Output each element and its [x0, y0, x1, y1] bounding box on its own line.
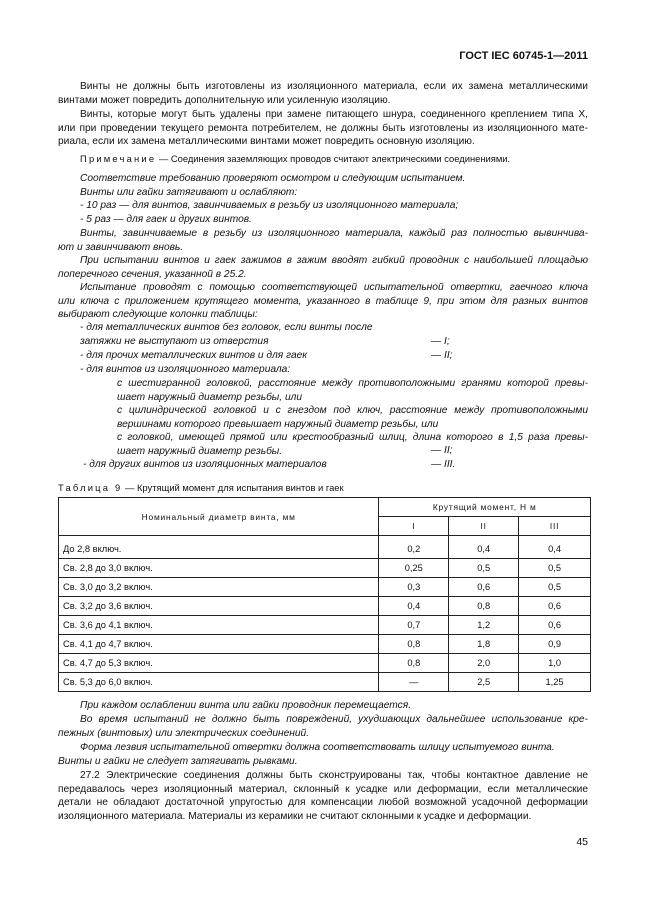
cell-torque-I: 0,8 [379, 654, 449, 673]
test-unscrew [58, 227, 588, 254]
text-line: 27.2 Электрические соединения должны быть сконструированы так, чтобы контактное давление не [80, 770, 588, 781]
table-row [59, 654, 591, 673]
text-line: При испытании винтов и гаек зажимов в зажим вводят гибкий проводник с наибольшей площадью [80, 255, 588, 266]
cell-torque-II: 2,5 [449, 673, 519, 692]
table-row [59, 540, 591, 559]
text-line: ют и завинчивают вновь. [58, 241, 184, 253]
text-line: При каждом ослаблении винта или гайки проводник перемещается. [80, 700, 412, 711]
cell-torque-III: 0,6 [519, 616, 591, 635]
cell-torque-II: 0,8 [449, 597, 519, 616]
text-line: Испытание проводят с помощью соответствующей испытательной отвертки, гаечного ключа [80, 282, 588, 293]
table-label: Таблица 9 [58, 482, 123, 493]
test-procedure [58, 172, 588, 226]
cell-torque-II: 0,5 [449, 559, 519, 578]
text-line: или при проведении текущего ремонта потребителем, не должны быть изготовлены из изоляционного мате- [58, 122, 588, 134]
cell-torque-II: 1,2 [449, 616, 519, 635]
cell-torque-II: 0,4 [449, 540, 519, 559]
cell-torque-II: 2,0 [449, 654, 519, 673]
cell-torque-III: 1,25 [519, 673, 591, 692]
text-line: поперечного сечения, указанной в 25.2. [58, 268, 247, 280]
text-line: шает наружный диаметр резьбы, или [117, 391, 303, 403]
cell-diameter: Св. 4,7 до 5,3 включ. [59, 654, 379, 673]
cell-torque-II: 1,8 [449, 635, 519, 654]
list-item-c: - для винтов из изоляционного материала: [80, 364, 291, 375]
text-line: - 10 раз — для винтов, завинчиваемых в резьбу из изоляционного материала; [80, 200, 459, 212]
list-item-a: - для металлических винтов без головок, если винты после [80, 322, 373, 333]
cell-torque-I: — [379, 673, 449, 692]
cell-torque-III: 1,0 [519, 654, 591, 673]
text-line: с цилиндрической головкой и с гнездом под ключ, расстояние между противоположными [117, 405, 588, 416]
text-line: Форма лезвия испытательной отвертки должна соответствовать шлицу испытуемого винта. [80, 742, 555, 753]
note-grounding [80, 153, 510, 164]
col-header-III: III [519, 517, 591, 536]
text-line: Винты, завинчиваемые в резьбу из изоляционного материала, каждый раз полностью вывинчива- [80, 228, 588, 239]
paragraph-27-2 [58, 769, 588, 823]
text-line: Соответствие требованию проверяют осмотром и следующим испытанием. [80, 173, 466, 184]
text-line: вершинами которого превышает наружный диаметр резьбы, или [117, 418, 439, 430]
list-sub-hex [117, 377, 588, 404]
cell-diameter: Св. 3,0 до 3,2 включ. [59, 578, 379, 597]
cell-diameter: До 2,8 включ. [59, 540, 379, 559]
text-line: передавалось через изоляционный материал, склонный к усадке или деформации, если металлические [58, 783, 588, 795]
text-line: риала, если их замена металлическими винтами может повредить основную изоляцию. [58, 136, 475, 148]
cell-torque-I: 0,7 [379, 616, 449, 635]
text-line: винтами может повредить дополнительную или усиленную изоляцию. [58, 94, 391, 106]
list-item-b-value: — II; [431, 350, 453, 361]
text-line: Во время испытаний не должно быть повреждений, ухудшающих дальнейшее использование кре- [80, 714, 588, 725]
page-number: 45 [576, 836, 588, 848]
list-item-d: - для других винтов из изоляционных материалов [83, 459, 327, 470]
cell-diameter: Св. 2,8 до 3,0 включ. [59, 559, 379, 578]
cell-torque-III: 0,4 [519, 540, 591, 559]
cell-torque-I: 0,2 [379, 540, 449, 559]
cell-diameter: Св. 5,3 до 6,0 включ. [59, 673, 379, 692]
table-row [59, 597, 591, 616]
test-tool [58, 281, 588, 322]
text-line: - 5 раз — для гаек и других винтов. [80, 213, 252, 225]
list-sub-slot-value: — II; [431, 445, 453, 456]
table-title: — Крутящий момент для испытания винтов и гаек [122, 482, 344, 493]
text-line: Винты и гайки не следует затягивать рывками. [58, 755, 298, 767]
table-row [59, 578, 591, 597]
page-header-title: ГОСТ IEC 60745-1—2011 [459, 50, 588, 62]
list-sub-slot [117, 431, 588, 458]
cell-diameter: Св. 3,6 до 4,1 включ. [59, 616, 379, 635]
text-line: или ключа с приложением крутящего момента, указанного в таблице 9, при этом для разных винтов [58, 295, 588, 307]
cell-torque-I: 0,4 [379, 597, 449, 616]
table-row [59, 616, 591, 635]
cell-torque-III: 0,6 [519, 597, 591, 616]
table-header-row [59, 498, 591, 517]
list-sub-cyl [117, 404, 588, 431]
cell-torque-II: 0,6 [449, 578, 519, 597]
paragraph-screws-material [58, 80, 588, 107]
list-item-b: - для прочих металлических винтов и для гаек [80, 350, 308, 361]
cell-torque-I: 0,8 [379, 635, 449, 654]
text-line: изоляционного материала. Материалы из керамики не считают склонными к усадке и деформации. [58, 810, 532, 822]
cell-torque-III: 0,5 [519, 578, 591, 597]
col-header-torque: Крутящий момент, Н м [379, 498, 591, 517]
text-line: Винты, которые могут быть удалены при замене питающего шнура, соединенного креплением типа X, [80, 109, 588, 120]
paragraph-screws-removable [58, 108, 588, 149]
after-table-damage [58, 713, 588, 740]
col-header-diameter: Номинальный диаметр винта, мм [59, 498, 379, 536]
cell-diameter: Св. 3,2 до 3,6 включ. [59, 597, 379, 616]
text-line: Винты не должны быть изготовлены из изоляционного материала, если их замена металлическими [80, 81, 588, 92]
after-table-blade [58, 741, 588, 768]
text-line: выбирают следующие колонки таблицы: [58, 309, 258, 321]
torque-table [58, 497, 591, 692]
cell-torque-I: 0,3 [379, 578, 449, 597]
text-line: пежных (винтовых) или электрических соединений. [58, 727, 310, 739]
list-item-a-value: — I; [431, 336, 450, 347]
table-row [59, 635, 591, 654]
cell-torque-I: 0,25 [379, 559, 449, 578]
list-item-a-cont: затяжки не выступают из отверстия [80, 336, 269, 347]
table-caption [58, 482, 344, 493]
note-text: — Соединения заземляющих проводов считают электрическими соединениями. [156, 153, 511, 164]
text-line: с головкой, имеющей прямой или крестообразный шлиц, длина которого в 1,5 раза превы- [117, 432, 588, 443]
text-line: с шестигранной головкой, расстояние между противоположными гранями которой превы- [117, 378, 588, 389]
table-row [59, 673, 591, 692]
text-line: шает наружный диаметр резьбы. [117, 445, 283, 457]
after-table-conductor [58, 699, 588, 713]
text-line: Винты или гайки затягивают и ослабляют: [80, 186, 298, 198]
note-label: Примечание [80, 153, 157, 164]
test-conductor [58, 254, 588, 281]
col-header-I: I [379, 517, 449, 536]
cell-diameter: Св. 4,1 до 4,7 включ. [59, 635, 379, 654]
table-row [59, 559, 591, 578]
text-line: детали не обладают достаточной упругостью для компенсации любой возможной усадочной деформации [58, 797, 588, 809]
list-item-d-value: — III. [431, 459, 456, 470]
cell-torque-III: 0,5 [519, 559, 591, 578]
col-header-II: II [449, 517, 519, 536]
cell-torque-III: 0,9 [519, 635, 591, 654]
